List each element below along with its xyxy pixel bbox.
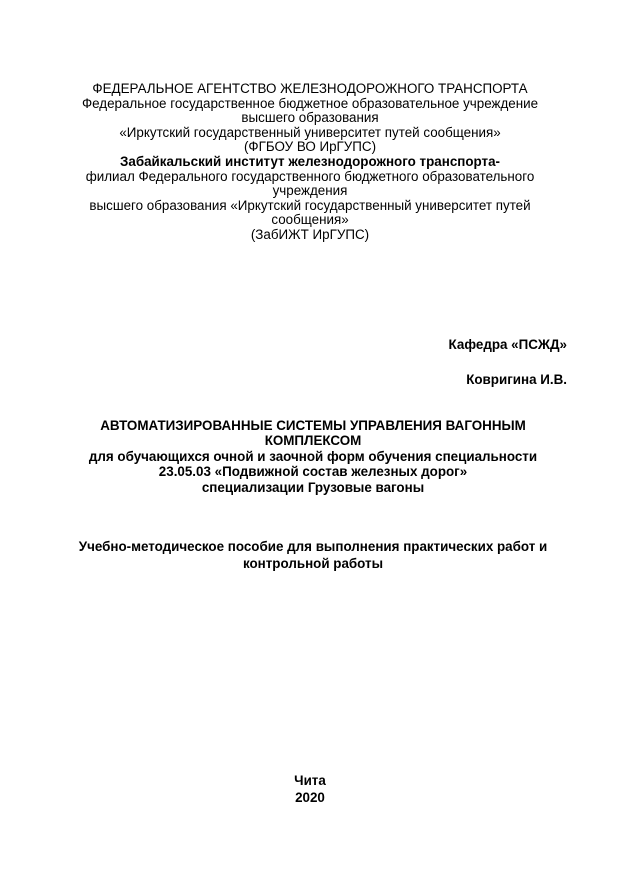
- city-year-footer: [40, 772, 580, 806]
- title-line-5: специализации Грузовые вагоны: [201, 479, 425, 495]
- title-line-3: для обучающихся очной и заочной форм обучения специальности: [88, 448, 538, 464]
- purpose-line-1: Учебно-методическое пособие для выполнения практических работ и: [78, 539, 548, 554]
- department-name: Кафедра «ПСЖД»: [448, 337, 567, 352]
- branch-name: Забайкальский институт железнодорожного транспорта-: [119, 153, 500, 169]
- title-line-2: КОМПЛЕКСОМ: [264, 433, 362, 449]
- document-purpose: [40, 539, 586, 572]
- purpose-line-2: контрольной работы: [242, 555, 384, 571]
- university-abbreviation: (ФГБОУ ВО ИрГУПС): [243, 139, 377, 155]
- document-title: [40, 418, 586, 495]
- title-line-1: АВТОМАТИЗИРОВАННЫЕ СИСТЕМЫ УПРАВЛЕНИЯ ВАГОННЫМ: [100, 418, 526, 433]
- branch-line-4: сообщения»: [271, 212, 349, 228]
- title-line-4: 23.05.03 «Подвижной состав железных дорог»: [158, 464, 468, 480]
- agency-name: ФЕДЕРАЛЬНОЕ АГЕНТСТВО ЖЕЛЕЗНОДОРОЖНОГО ТРАНСПОРТА: [92, 81, 528, 96]
- institution-line-2: высшего образования: [241, 110, 379, 126]
- branch-abbreviation: (ЗабИЖТ ИрГУПС): [250, 226, 370, 242]
- institution-line-1: Федеральное государственное бюджетное образовательное учреждение: [81, 95, 539, 111]
- city: Чита: [294, 773, 326, 788]
- year: 2020: [295, 790, 325, 805]
- author-name: Ковригина И.В.: [466, 372, 567, 387]
- institution-header: [40, 82, 580, 243]
- university-name: «Иркутский государственный университет путей сообщения»: [119, 124, 501, 140]
- branch-line-2: учреждения: [272, 183, 348, 199]
- branch-line-3: высшего образования «Иркутский государственный университет путей: [89, 197, 531, 213]
- branch-line-1: филиал Федерального государственного бюджетного образовательного: [85, 168, 535, 184]
